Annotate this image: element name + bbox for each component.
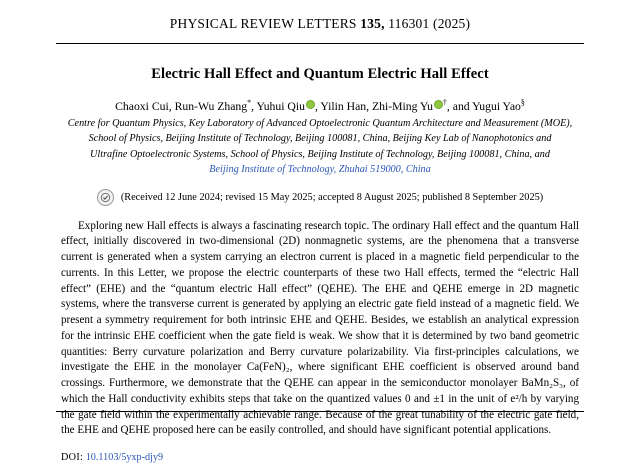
doi-link[interactable]: 10.1103/5yxp-djy9 [85, 452, 164, 463]
journal-name: PHYSICAL REVIEW LETTERS [169, 16, 357, 31]
author-0: Chaoxi Cui [115, 99, 169, 113]
author-1-marker: * [247, 98, 252, 107]
doi-label: DOI: [61, 452, 84, 463]
crossmark-icon[interactable] [97, 189, 114, 206]
doi-row [58, 452, 582, 463]
author-1: Run-Wu Zhang [174, 99, 248, 113]
author-4: Zhi-Ming Yu [371, 99, 433, 113]
author-list: Chaoxi Cui, Run-Wu Zhang*, Yuhui Qiu , Yilin Han, Zhi-Ming Yu †, and Yugui Yao§ [115, 98, 525, 113]
affiliation-line-3: Ultrafine Optoelectronic Systems, School of Physics, Beijing Institute of Technology, Beijing 100081, China, and [90, 148, 550, 160]
abstract-body: Exploring new Hall effects is always a fascinating research topic. The ordinary Hall effect and the quantum Hall effect, initially discovered in two-dimensional (2D) nonmagnetic systems, are the phenomena that a transverse current is generated when a system carrying an electron current is placed in a magnetic field perpendicular to the currents. In this Letter, we propose the electric counterparts of these two Hall effects, termed the “electric Hall effect” (EHE) and the “quantum electric Hall effect” (QEHE). The EHE and QEHE emerge in 2D magnetic systems, where the transverse current is generated by applying an electric gate field instead of a magnetic field. We present a symmetry requirement for both intrinsic EHE and QEHE. Besides, we establish an analytical expression for the intrinsic EHE coefficient when the gate field is weak. We show that it is determined by two band geometric quantities: Berry curvature polarization and Berry curvature polarizability. Via first-principles calculations, we investigate the EHE in the monolayer Ca(FeN)₂, where significant EHE coefficient is observed around band crossings. Furthermore, we demonstrate that the QEHE can appear in the semiconductor monolayer BaMn₂S₃, of which the Hall conductivity exhibits steps that take on the quantized values 0 and ±1 in the unit of e²/h by varying the gate field within the experimentally achievable range. Because of the great tunability of the electric gate field, the EHE and QEHE proposed here can be easily controlled, and should have significant potential applications. [61, 219, 579, 437]
orcid-icon[interactable] [306, 100, 315, 109]
author-2: Yuhui Qiu [256, 99, 305, 113]
footer-divider [56, 411, 584, 412]
author-5-marker: § [520, 98, 525, 107]
affiliation-line-4 [58, 163, 582, 176]
affiliation-line-2: School of Physics, Beijing Institute of Technology, Beijing 100081, China, Beijing Key Lab of Nanophotonics and [88, 133, 552, 145]
page-title: Electric Hall Effect and Quantum Electric Hall Effect [151, 66, 489, 82]
affiliation-line-1: Centre for Quantum Physics, Key Laboratory of Advanced Optoelectronic Quantum Architecture and Measurement (MOE), [67, 117, 573, 129]
journal-volume: 135, [360, 16, 385, 31]
abstract-text [58, 219, 582, 440]
publication-dates: (Received 12 June 2024; revised 15 May 2025; accepted 8 August 2025; published 8 September 2025) [120, 191, 544, 203]
journal-header [58, 0, 582, 32]
orcid-icon[interactable] [434, 100, 443, 109]
journal-article-number: 116301 (2025) [388, 16, 471, 31]
author-4-marker: † [442, 98, 447, 107]
received-row [58, 189, 582, 206]
header-divider [56, 43, 584, 44]
author-3: Yilin Han [320, 99, 367, 113]
affiliation-link[interactable]: Beijing Institute of Technology, Zhuhai 519000, China [209, 164, 431, 176]
author-5: Yugui Yao [472, 99, 521, 113]
